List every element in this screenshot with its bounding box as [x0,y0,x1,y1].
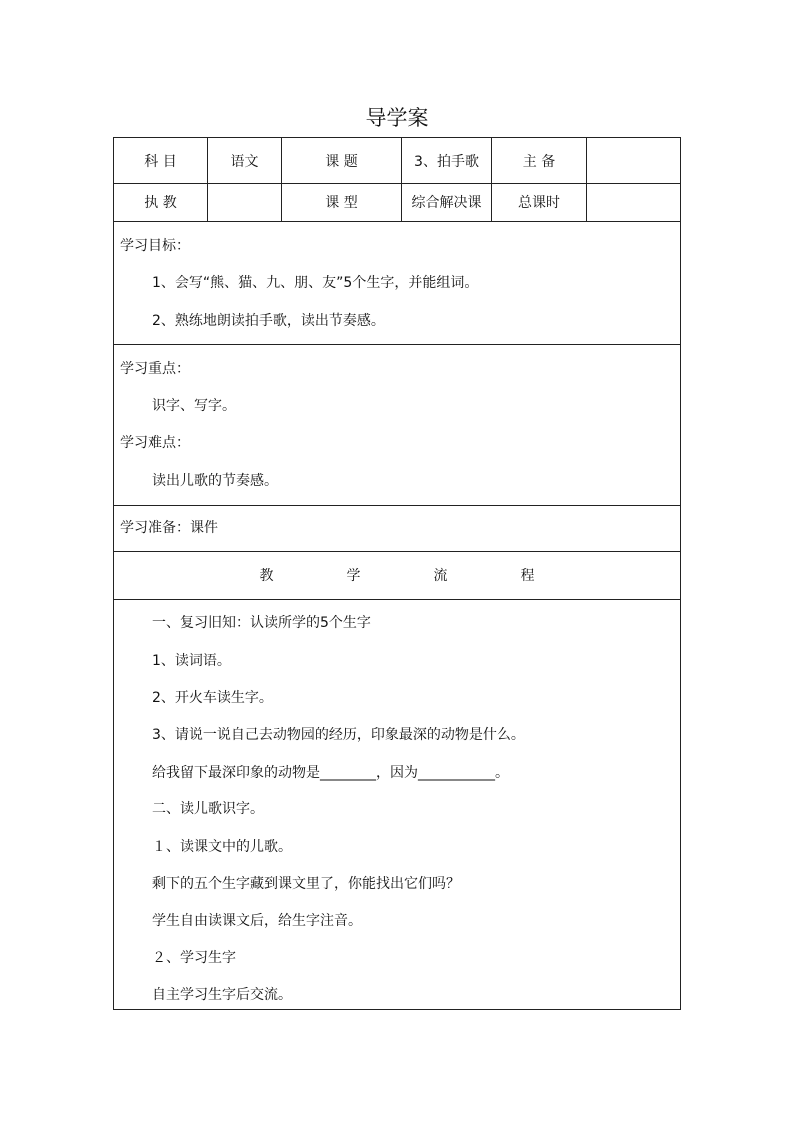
process-line: 剩下的五个生字藏到课文里了，你能找出它们吗？ [152,876,460,892]
flow-heading-char: 流 [433,568,448,584]
teacher-value [208,183,282,221]
preparation-section [114,505,680,552]
objective-item: 2、熟练地朗读拍手歌，读出节奏感。 [152,313,385,329]
process-line: 1、读词语。 [152,653,231,669]
process-line: 一、复习旧知：认读所学的5个生字 [152,615,371,631]
process-line: 自主学习生字后交流。 [152,987,292,1003]
document-title: 导学案 [365,106,429,130]
header-row-2 [114,183,680,222]
difficulty-text: 读出儿歌的节奏感。 [152,473,278,489]
header-row-1 [114,138,680,184]
lead-preparer-value [587,138,680,183]
key-points-heading: 学习重点： [120,361,190,377]
process-line: 二、读儿歌识字。 [152,801,264,817]
subject-label: 科 目 [114,138,208,183]
flow-heading [114,551,680,599]
process-section [114,599,680,1009]
lead-preparer-label: 主 备 [492,138,587,183]
lesson-plan-table [113,137,681,1010]
process-line: １、读课文中的儿歌。 [152,839,292,855]
process-line: ２、学习生字 [152,950,236,966]
lesson-title-value: 3、拍手歌 [402,138,492,183]
total-periods-label: 总课时 [492,183,587,221]
objective-item: 1、会写“熊、猫、九、朋、友”5个生字，并能组词。 [152,275,479,291]
process-line: 3、请说一说自己去动物园的经历，印象最深的动物是什么。 [152,727,525,743]
lesson-type-value: 综合解决课 [402,183,492,221]
flow-heading-char: 程 [520,568,535,584]
objectives-heading: 学习目标： [120,238,190,254]
preparation-text: 学习准备：课件 [120,520,218,536]
flow-heading-char: 教 [259,568,274,584]
teacher-label: 执 教 [114,183,208,221]
flow-heading-char: 学 [346,568,361,584]
key-points-text: 识字、写字。 [152,398,236,414]
process-line: 给我留下最深印象的动物是________，因为___________。 [152,765,509,781]
process-line: 2、开火车读生字。 [152,690,273,706]
process-line: 学生自由读课文后，给生字注音。 [152,913,362,929]
focus-section [114,344,680,506]
difficulty-heading: 学习难点： [120,435,190,451]
lesson-type-label: 课 型 [282,183,402,221]
lesson-title-label: 课 题 [282,138,402,183]
subject-value: 语文 [208,138,282,183]
total-periods-value [587,183,680,221]
flow-heading-row [114,551,680,600]
objectives-section [114,221,680,345]
